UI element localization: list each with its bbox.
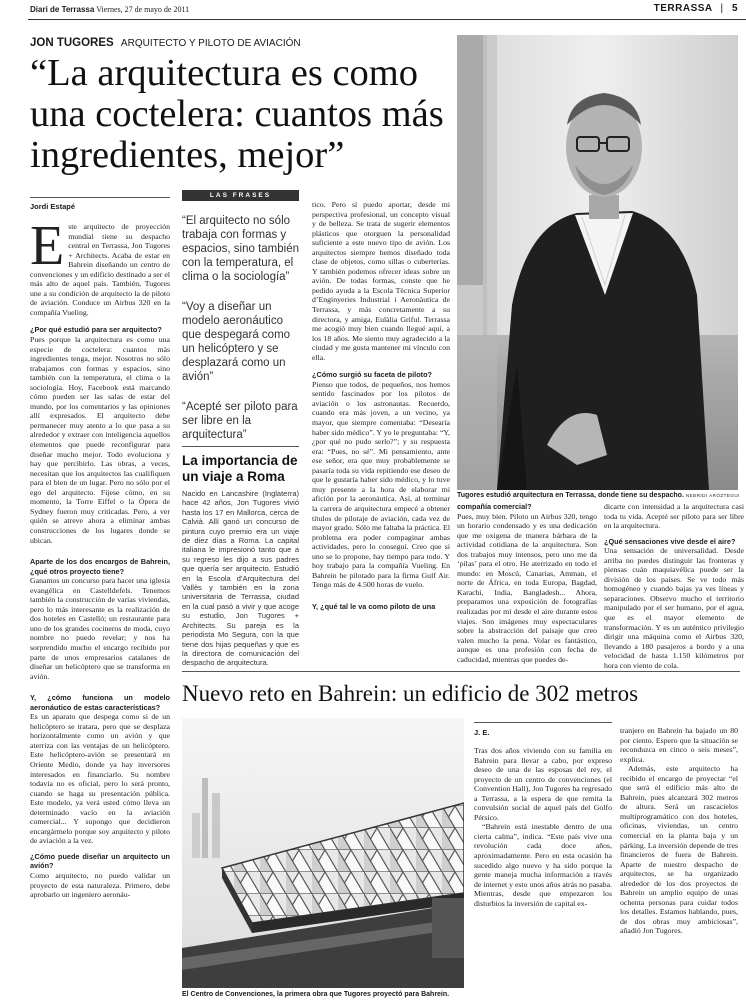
question: Y, ¿cómo funciona un modelo aeronáutico de estas características? <box>30 693 170 712</box>
question: ¿Cómo puede diseñar un arquitecto un avión? <box>30 851 170 871</box>
byline: J. E. <box>474 728 490 737</box>
caption-text: Tugores estudió arquitectura en Terrassa, donde tiene su despacho. <box>457 492 684 499</box>
answer: dicarte con intensidad a la arquitectura casi toda tu vida. Acepté ser piloto para ser libre en la arquitectura. <box>604 502 744 531</box>
answer: Como arquitecto, no puedo validar un proyecto de esta naturaleza. Primero, debe aprobarlo un ingeniero aeronáu- <box>30 871 170 900</box>
portrait-illustration <box>457 35 738 490</box>
question: ¿Qué sensaciones vive desde el aire? <box>604 536 736 546</box>
quotes-label: LAS FRASES <box>182 190 299 201</box>
issue-date: Viernes, 27 de mayo de 2011 <box>96 5 190 14</box>
byline: Jordi Estapé <box>30 202 76 211</box>
interviewee-name: JON TUGORES <box>30 37 114 49</box>
photo-caption <box>457 492 742 499</box>
kicker <box>30 37 301 49</box>
answer: Pues porque la arquitectura es como una especie de coctelera: cuantos más ingredientes tenga, mejor. Nosotros no sólo trabajamos con formas y espacios, sino también con la temperatura, el clima o la sociología. Hoy, Facebook está marcando cómo pueden ser las salas de estar del mundo, por los comentarios y las opiniones allí expresados. El arquitecto debe permanecer muy atento a lo que pasa a su alrededor y extraer con inteligencia aquellos elementos que puede reconfigurar para diseñar mucho mejor. Todo evoluciona y hay que percibirlo. Las obras, a veces, necesitan que los arquitectos las cualifiquen para el bien de un lugar. Pero no sólo por el ego del arquitecto. Fíjese cómo, en su momento, la Torre Eiffel o la Ópera de Sydney fueron muy criticadas. Pero, a ver quién se atreve ahora a eliminar ambas construcciones de los lugares donde se ubican. <box>30 335 170 545</box>
answer: Ganamos un concurso para hacer una iglesia evangélica en Castelldefels. Tenemos también la construcción de varias viviendas, pero lo más interesante es la realización de dos hoteles en Castelló; un restaurante para uno de los grandes cocineros de moda, cuyo nombre no puedo revelar; y nos ha sorprendido mucho el encargo recibido por parte de unos empresarios catalanes de diseñar un helicóptero que se transforma en avión. <box>30 576 170 681</box>
pull-quote: “Voy a diseñar un modelo aeronáutico que despegará como un helicóptero y se desplazará como un avión” <box>182 301 291 383</box>
intro-text: ste arquitecto de proyección mundial tiene su despacho central en Terrassa, Jon Tugores + Architects. Acaba de estar en Bahrein diseñando un centro de convenciones y un edificio destinado a ser el más alto de aquel país. También, Tugores une a su condición de arquitecto la de piloto de aviación. Conduce un Airbus 320 en la compañía Vueling. <box>30 222 170 317</box>
pull-quote: “Acepté ser piloto para ser libre en la arquitectura” <box>182 401 298 441</box>
article-column-1 <box>30 222 170 1000</box>
portrait-photo <box>457 35 738 490</box>
section-rule <box>182 671 740 672</box>
photo-caption: El Centro de Convenciones, la primera obra que Tugores proyectó para Bahrein. <box>182 991 450 998</box>
paragraph: Además, este arquitecto ha recibido el encargo de proyectar “el que será el edificio más alto de Bahrein, pues alcanzará 302 metros de altura. Será un rascacielos multiprogramático con dos hoteles, oficinas, viviendas, un centro comercial en la planta baja y un párking. La inversión depende de tres financieros de fuera de Bahrein. Aparte de nuestro despacho de arquitectos, se ha organizado alrededor de los dos proyectos de Bahrein un amplio equipo de unas ochenta personas para cuidar todos los detalles. Estamos hablando, pues, de dos obras muy ambiciosas”, añadió Jon Tugores. <box>620 764 738 936</box>
paragraph: “Bahrein está inestable dentro de una cierta calma”, indica. “Este país vive una revolución cada doce años, aproximadamente. Pero en esta ocasión ha sucedido algo nuevo y ha sido porque la gente maneja mucha información a través de internet y esto unos años atrás no pasaba. Mientras, desde que empezaron los disturbios la inversión de capital ex- <box>474 822 612 908</box>
byline-rule <box>30 197 170 198</box>
sidebar-rule <box>182 446 299 447</box>
answer: Pues, muy bien. Piloto un Airbus 320, tengo un horario condensado y es una dedicación que me oxigena de manera bárbara de la actividad cotidiana de la arquitectura. Son dos trabajos muy intensos, pero uno me da ‘pilas’ para el otro. He aterrizado en todo el mundo: en Moscú, Canarias, Amman, el norte de África, en toda Europa, Bagdad, Karachi, India, Bangladesh... Ahora, preparamos una exposición de fotografías realizadas por mí desde el aire durante estos viajes. Son imágenes muy espectaculares sobre la abstracción del paisaje que creo valen mucho la pena. Volar es fantástico, aunque es una profesión con fecha de caducidad, mientras que puedes de- <box>457 511 597 664</box>
question: compañía comercial? <box>457 502 532 511</box>
article-column-4 <box>457 502 597 664</box>
sidebar-box-title: La importancia de un viaje a Roma <box>182 453 298 484</box>
answer: Pienso que todos, de pequeños, nos hemos sentido fascinados por los pilotos de aviación o los astronautas. Recuerdo, cuando era más joven, a un vecino, ya mayor, que siempre comentaba: “Desearía haber sido médico”. Y yo le preguntaba: “Y, ¿por qué no pudo serlo?”; y su respuesta era: “Pues, no sé”. Mi pensamiento, ante ese señor, era que muy probablemente se pasaría toda su vida repitiendo ese deseo de que le gustaría haber sido médico, y lo tuve muy presente a la hora de elaborar mi afición por la aeronáutica. Así, al terminar la carrera de arquitectura empecé a obtener títulos de pilotaje de aviación, cada vez de mayor grado. Sólo me faltaba la práctica. El problema era poder compaginar ambas actividades, pero lo conseguí. Creo que si uno se lo propone, hay tiempo para todo. Y hoy trabajo para la compañía Vueling. En Bahrein he pilotado para la firma Gulf Air. Tengo más de 4.500 horas de vuelo. <box>312 379 450 590</box>
question: ¿Por qué estudió para ser arquitecto? <box>30 325 162 335</box>
header-rule <box>28 19 746 20</box>
question: Aparte de los dos encargos de Bahrein, ¿qué otros proyecto tiene? <box>30 557 170 576</box>
question: ¿Cómo surgió su faceta de piloto? <box>312 370 432 380</box>
sidebar-box-text: Nacido en Lancashire (Inglaterra) hace 42 años, Jon Tugores vivió hasta los 17 en Mallorca, cerca de Calvià. Allí ganó un concurso de pintura cuyo premio era un viaje de diez días a Roma. La capital italiana le impresionó tanto que a su regreso les dijo a sus padres que quería ser arquitecto. Estudió en la Escola d’Arquitectura del Vallès y también en la zona universitaria de Terrassa, ciudad en la cual pasó a vivir y que acoge su estudio, Jon Tugores + Architects. Su pareja es la periodista Mo Segura, con la que tiene dos hijas pequeñas y que es la directora de comunicación del despacho de arquitectura. <box>182 489 299 668</box>
answer: Es un aparato que despega como si de un helicóptero se tratara, pero que se desplaza horizontalmente como un avión y que aterriza con las ventajas de un helicóptero. Este helicóptero-avión se presentará en Oriente Medio, donde ya hay inversores interesados en financiarlo. Su nombre todavía no es oficial, pero lo será pronto, cuando se haga su presentación pública. Este modelo, ya verá usted cómo lleva un determinado vacío en la aviación comercial... Y supongo que decidieron encargármelo porque soy arquitecto y piloto de aviación a la vez. <box>30 712 170 846</box>
paragraph: Tras dos años viviendo con su familia en Bahrein para llevar a cabo, por expreso deseo de una de las esposas del rey, el proyecto de un centro de convenciones (el Convention Hall), Jon Tugores ha regresado a Terrassa, a la espera de que remita la convulsión social de aquel país del Golfo Pérsico. <box>474 746 612 822</box>
separator: | <box>720 3 724 14</box>
page-header-left <box>30 5 189 14</box>
building-illustration <box>182 718 464 988</box>
convention-center-photo <box>182 718 464 988</box>
section-name: TERRASSA <box>653 3 713 14</box>
answer: Una sensación de universalidad. Desde arriba no puedes distinguir las fronteras y piensas cuán maquiavélica puede ser la división de los países. Se ve todo más homogéneo y cuando bajas ya ves líneas y separaciones. Observo mucho el territorio manipulado por el ser humano, por el agua, que es el mayor elemento de transformación. Y es un auténtico privilegio dirigir una máquina como el Airbus 320, llevando a 180 pasajeros a bordo y a una velocidad de hasta 1.150 kilómetros por hora con viento de cola. <box>604 546 744 670</box>
quotes-sidebar <box>182 190 299 442</box>
article-column-6 <box>474 746 612 1000</box>
paragraph: tranjero en Bahrein ha bajado un 80 por ciento. Espero que la situación se reconduzca en cinco o seis meses”, explica. <box>620 726 738 764</box>
dropcap: E <box>30 222 65 277</box>
byline-rule <box>474 722 612 723</box>
article-column-5 <box>604 502 744 670</box>
answer: tico. Pero sí puedo aportar, desde mi perspectiva profesional, un concepto visual y de belleza. Se trata de sugerir elementos plásticos que otorguen la personalidad suficiente a este nuevo tipo de avión. Los arquitectos siempre hemos diseñado toda clase de objetos, como sillas o cuberterías. Y también podemos ofrecer ideas sobre un avión. De todas formas, conste que he pedido ayuda a la Escola Tècnica Superior d’Enginyeries Industrial i Aeronàutica de Terrassa, y más concretamente a su directora, y amiga, Eulàlia Griful. Terrassa me acogió muy bien cuando llegué aquí, a los 18 años. Me siento muy agradecido a la ciudad y me gusta mantener mi vínculo con ella. <box>312 200 450 362</box>
page-number: 5 <box>731 3 738 14</box>
secondary-headline: Nuevo reto en Bahrein: un edificio de 302 metros <box>182 681 639 706</box>
interviewee-role: ARQUITECTO Y PILOTO DE AVIACIÓN <box>120 38 301 49</box>
photo-credit: NEBRIDI ARÓZTEGUI <box>685 493 740 498</box>
article-column-7 <box>620 726 738 1000</box>
question: Y, ¿qué tal le va como piloto de una <box>312 601 436 611</box>
pull-quote: “El arquitecto no sólo trabaja con formas y espacios, sino también con la temperatura, el clima o la sociología” <box>182 215 299 283</box>
article-column-3 <box>312 200 450 668</box>
newspaper-name: Diari de Terrassa <box>30 5 95 14</box>
page-header-right <box>654 3 738 14</box>
headline: “La arquitectura es como una coctelera: cuantos más ingredientes, mejor” <box>30 52 444 176</box>
